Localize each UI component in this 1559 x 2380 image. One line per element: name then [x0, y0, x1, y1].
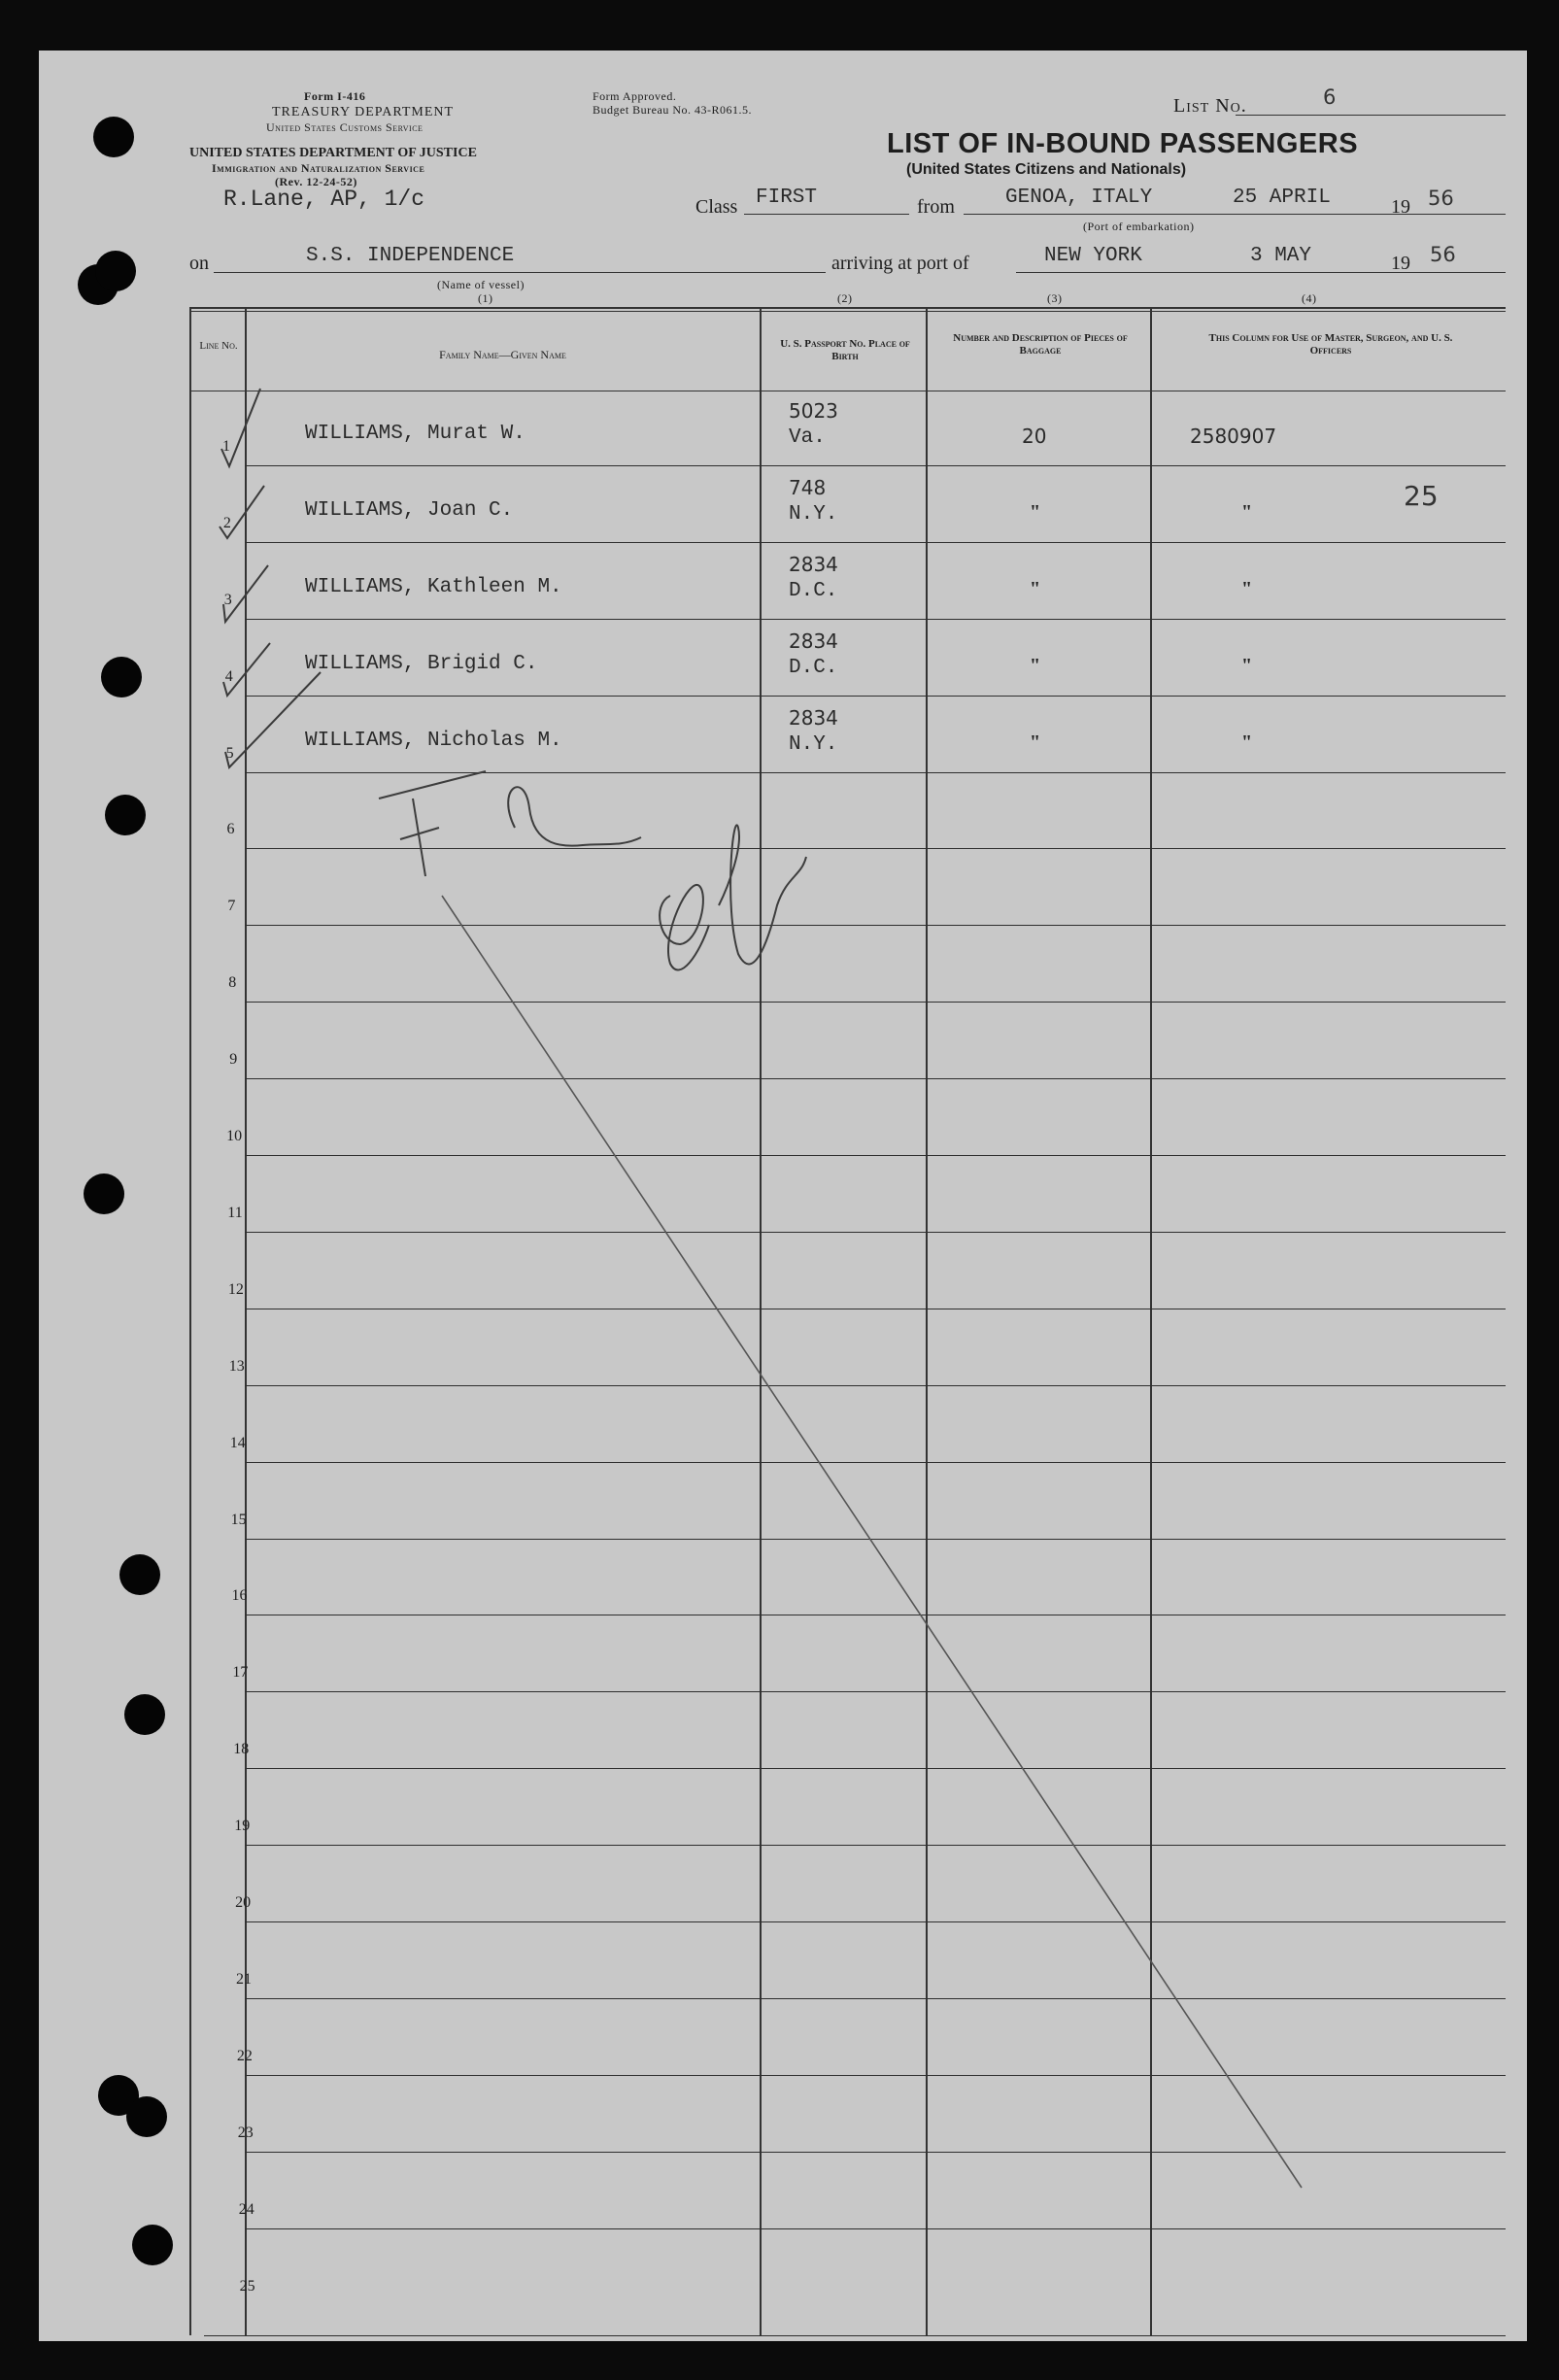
customs-service: United States Customs Service	[266, 120, 424, 134]
arrival-date: 3 MAY	[1250, 245, 1312, 267]
signature-scrawl	[379, 771, 806, 969]
passenger-name: WILLIAMS, Kathleen M.	[305, 575, 562, 598]
preparer: R.Lane, AP, 1/c	[223, 187, 425, 212]
year-prefix-2: 19	[1391, 253, 1410, 274]
line-number: 16	[231, 1587, 248, 1605]
passenger-name: WILLIAMS, Murat W.	[305, 422, 525, 445]
place-of-birth: Va.	[789, 425, 826, 449]
baggage-count: "	[1030, 577, 1041, 599]
checkmark-3	[223, 565, 268, 622]
officer-note: 25	[1404, 479, 1439, 512]
binder-hole	[95, 251, 136, 291]
passenger-name: WILLIAMS, Nicholas M.	[305, 729, 562, 752]
page-title: LIST OF IN-BOUND PASSENGERS	[887, 128, 1359, 159]
from-label: from	[917, 196, 955, 218]
passport-number: 2834	[789, 629, 838, 653]
line-number: 14	[229, 1434, 246, 1451]
line-number: 1	[222, 437, 230, 455]
line-number: 4	[224, 667, 233, 685]
col-num-1: (1)	[478, 291, 493, 305]
budget-bureau: Budget Bureau No. 43-R061.5.	[593, 103, 752, 117]
col-num-2: (2)	[837, 291, 853, 305]
passport-number: 748	[789, 475, 827, 499]
binder-hole	[84, 1173, 124, 1214]
passport-number: 5023	[789, 398, 838, 423]
checkmarks	[220, 389, 321, 767]
treasury-department: TREASURY DEPARTMENT	[272, 105, 455, 119]
officer-entry: "	[1241, 577, 1253, 599]
revision-date: (Rev. 12-24-52)	[275, 175, 357, 188]
binder-hole	[101, 657, 142, 697]
line-number: 5	[225, 744, 234, 762]
checkmark-5	[225, 672, 321, 767]
line-number: 13	[228, 1357, 245, 1375]
baggage-count: "	[1030, 500, 1041, 523]
col-num-3: (3)	[1047, 291, 1063, 305]
baggage-count: "	[1030, 654, 1041, 676]
col-num-4: (4)	[1302, 291, 1317, 305]
passport-number: 2834	[789, 552, 838, 576]
document-page	[39, 51, 1527, 2341]
binder-hole	[105, 795, 146, 835]
port-of-embarkation: GENOA, ITALY	[1005, 187, 1153, 209]
header-passport: U. S. Passport No. Place of Birth	[780, 338, 910, 362]
year-prefix-1: 19	[1391, 196, 1410, 218]
line-number: 22	[236, 2047, 253, 2064]
list-number-label: List No.	[1173, 95, 1247, 117]
binder-hole	[126, 2096, 167, 2137]
passenger-name: WILLIAMS, Joan C.	[305, 498, 514, 522]
baggage-count: 20	[1022, 424, 1047, 448]
line-number: 20	[235, 1894, 252, 1911]
line-number: 11	[227, 1204, 243, 1221]
line-number: 9	[229, 1051, 238, 1069]
justice-department: UNITED STATES DEPARTMENT OF JUSTICE	[189, 146, 477, 160]
line-number: 24	[238, 2200, 254, 2218]
vessel-name: S.S. INDEPENDENCE	[306, 245, 515, 267]
vessel-caption: (Name of vessel)	[437, 278, 525, 291]
place-of-birth: N.Y.	[789, 502, 838, 526]
line-number: 25	[239, 2277, 255, 2295]
officer-entry: "	[1241, 654, 1253, 676]
class-label: Class	[695, 196, 738, 218]
embarkation-year: 56	[1428, 187, 1454, 210]
handwritten-marks	[39, 51, 1527, 2341]
header-officers: This Column for Use of Master, Surgeon, and U. S. Officers	[1208, 332, 1453, 357]
line-number: 2	[222, 514, 231, 531]
form-approved: Form Approved.	[593, 89, 677, 103]
checkmark-4	[223, 643, 270, 696]
passenger-name: WILLIAMS, Brigid C.	[305, 652, 538, 675]
place-of-birth: N.Y.	[789, 732, 838, 756]
line-number: 3	[223, 591, 232, 608]
officer-entry: "	[1241, 500, 1253, 523]
place-of-birth: D.C.	[789, 579, 838, 602]
line-number: 23	[237, 2124, 254, 2141]
page-subtitle: (United States Citizens and Nationals)	[906, 161, 1187, 178]
arriving-label: arriving at port of	[831, 253, 969, 274]
list-number-value: 6	[1323, 85, 1337, 109]
line-number: 7	[227, 898, 236, 915]
line-number: 10	[226, 1128, 243, 1144]
line-number: 18	[233, 1741, 250, 1758]
line-number: 15	[230, 1511, 247, 1528]
line-number: 19	[234, 1818, 251, 1835]
passport-number: 2834	[789, 705, 838, 730]
checkmark-2	[220, 486, 264, 538]
line-number: 21	[236, 1970, 252, 1988]
immigration-service: Immigration and Naturalization Service	[212, 161, 425, 175]
officer-entry: 2580907	[1190, 424, 1277, 448]
line-number: 12	[227, 1280, 244, 1298]
baggage-count: "	[1030, 731, 1041, 753]
binder-hole	[93, 117, 134, 157]
header-name: Family Name—Given Name	[439, 348, 566, 361]
place-of-birth: D.C.	[789, 656, 838, 679]
class-value: FIRST	[756, 187, 818, 209]
header-line-no: Line No.	[199, 340, 238, 352]
checkmark-1	[221, 389, 260, 466]
header-baggage: Number and Description of Pieces of Baggage	[953, 332, 1128, 357]
binder-hole	[132, 2225, 173, 2265]
line-number: 17	[232, 1664, 249, 1682]
embarkation-date: 25 APRIL	[1233, 187, 1331, 209]
officer-entry: "	[1241, 731, 1253, 753]
on-label: on	[189, 253, 209, 274]
line-number: 8	[228, 974, 237, 992]
form-number: Form I-416	[304, 89, 366, 103]
binder-hole	[124, 1694, 165, 1735]
binder-hole	[119, 1554, 160, 1595]
diagonal-cancel-line	[442, 896, 1302, 2188]
arrival-port: NEW YORK	[1044, 245, 1142, 267]
port-caption: (Port of embarkation)	[1083, 220, 1195, 233]
arrival-year: 56	[1430, 243, 1456, 266]
line-number: 6	[226, 821, 235, 838]
